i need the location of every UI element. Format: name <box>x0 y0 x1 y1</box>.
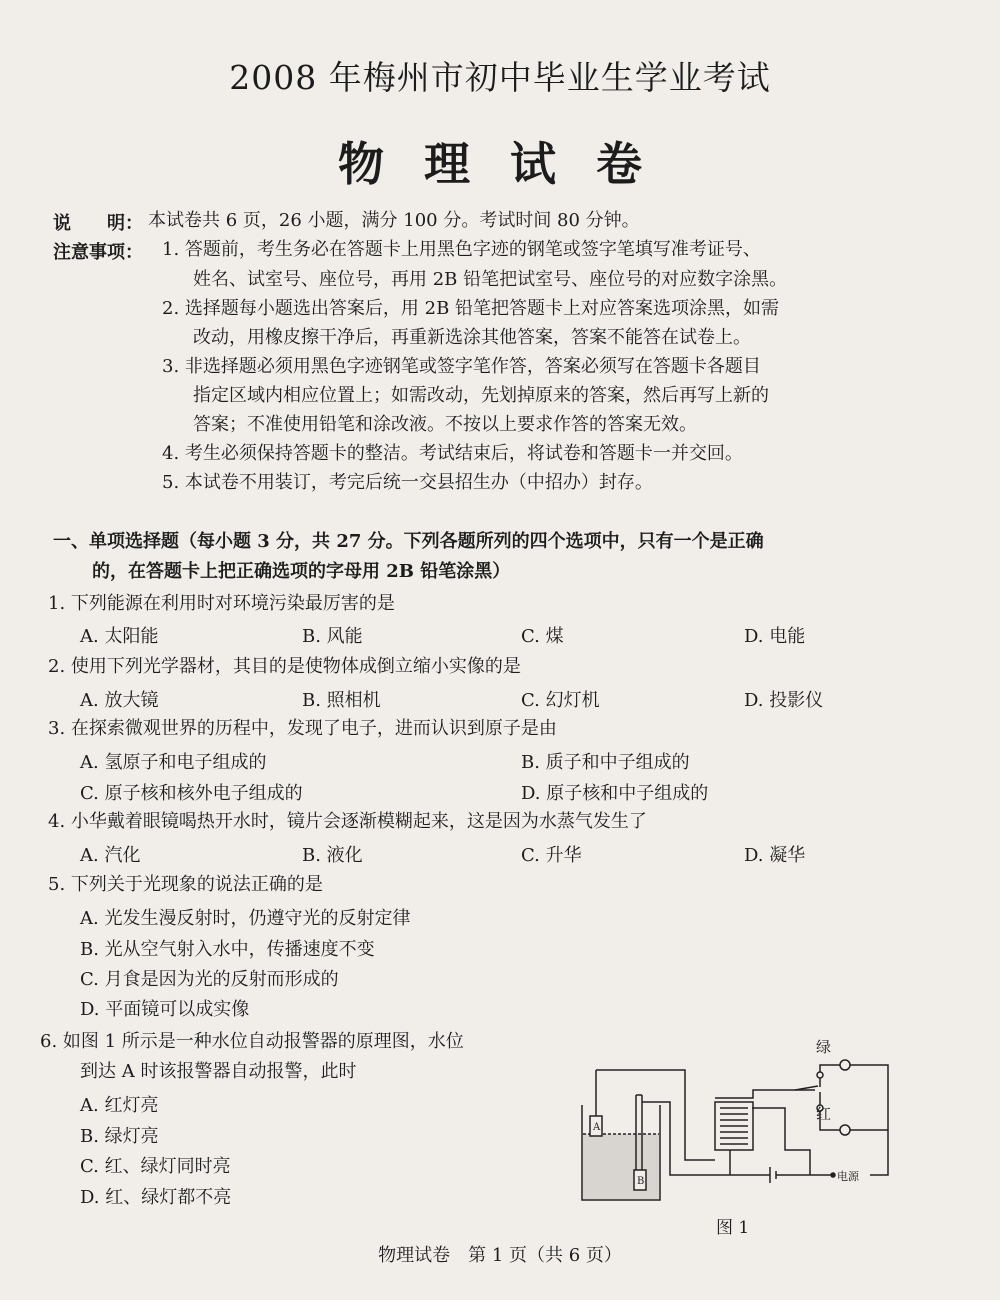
q1-option-b: B. 风能 <box>302 626 363 647</box>
question-5-stem: 5. 下列关于光现象的说法正确的是 <box>48 874 323 895</box>
q1-option-c: C. 煤 <box>521 626 564 647</box>
q4-option-c: C. 升华 <box>521 845 582 866</box>
figure-label-green: 绿 <box>816 1038 832 1056</box>
q5-option-a: A. 光发生漫反射时，仍遵守光的反射定律 <box>80 908 411 929</box>
question-2-stem: 2. 使用下列光学器材，其目的是使物体成倒立缩小实像的是 <box>48 656 521 677</box>
figure-label-red: 红 <box>816 1105 832 1123</box>
question-1-stem: 1. 下列能源在利用时对环境污染最厉害的是 <box>48 593 395 614</box>
question-4-stem: 4. 小华戴着眼镜喝热开水时，镜片会逐渐模糊起来，这是因为水蒸气发生了 <box>48 811 647 832</box>
note-line: 4. 考生必须保持答题卡的整洁。考试结束后，将试卷和答题卡一并交回。 <box>162 443 743 464</box>
note-line: 指定区域内相应位置上；如需改动，先划掉原来的答案，然后再写上新的 <box>193 385 769 406</box>
q5-option-d: D. 平面镜可以成实像 <box>80 999 250 1020</box>
q3-option-d: D. 原子核和中子组成的 <box>521 783 709 804</box>
q2-option-b: B. 照相机 <box>302 690 381 711</box>
q1-option-d: D. 电能 <box>744 626 806 647</box>
note-line: 3. 非选择题必须用黑色字迹钢笔或签字笔作答，答案必须写在答题卡各题目 <box>162 356 761 377</box>
q2-option-a: A. 放大镜 <box>80 690 159 711</box>
exam-subject: 物理试卷 <box>338 137 682 191</box>
figure-label-b: B <box>637 1176 645 1187</box>
note-line: 答案；不准使用铅笔和涂改液。不按以上要求作答的答案无效。 <box>193 414 697 435</box>
q2-option-c: C. 幻灯机 <box>521 690 600 711</box>
figure-label-a: A <box>593 1122 601 1133</box>
q4-option-b: B. 液化 <box>302 845 363 866</box>
q4-option-d: D. 凝华 <box>744 845 806 866</box>
section-heading-cont: 的，在答题卡上把正确选项的字母用 2B 铅笔涂黑） <box>92 561 511 582</box>
note-line: 姓名、试室号、座位号，再用 2B 铅笔把试室号、座位号的对应数字涂黑。 <box>193 269 788 290</box>
note-line: 1. 答题前，考生务必在答题卡上用黑色字迹的钢笔或签字笔填写准考证号、 <box>162 239 761 260</box>
question-6-stem: 6. 如图 1 所示是一种水位自动报警器的原理图，水位 <box>40 1031 464 1052</box>
q5-option-c: C. 月食是因为光的反射而形成的 <box>80 969 339 990</box>
q4-option-a: A. 汽化 <box>80 845 141 866</box>
intro-label: 说 明： <box>53 213 143 234</box>
q3-option-b: B. 质子和中子组成的 <box>521 752 690 773</box>
note-line: 5. 本试卷不用装订，考完后统一交县招生办（中招办）封存。 <box>162 472 653 493</box>
section-heading: 一、单项选择题（每小题 3 分，共 27 分。下列各题所列的四个选项中，只有一个是正确 <box>53 531 764 552</box>
page-footer: 物理试卷 第 1 页（共 6 页） <box>378 1245 622 1266</box>
q6-option-c: C. 红、绿灯同时亮 <box>80 1156 231 1177</box>
question-6-stem-cont: 到达 A 时该报警器自动报警，此时 <box>80 1061 357 1082</box>
note-line: 2. 选择题每小题选出答案后，用 2B 铅笔把答题卡上对应答案选项涂黑，如需 <box>162 298 780 319</box>
q3-option-c: C. 原子核和核外电子组成的 <box>80 783 303 804</box>
exam-title: 2008 年梅州市初中毕业生学业考试 <box>229 58 771 97</box>
intro-text: 本试卷共 6 页，26 小题，满分 100 分。考试时间 80 分钟。 <box>148 210 640 231</box>
q5-option-b: B. 光从空气射入水中，传播速度不变 <box>80 939 375 960</box>
figure-1-caption: 图 1 <box>716 1218 750 1238</box>
q3-option-a: A. 氢原子和电子组成的 <box>80 752 267 773</box>
notes-label: 注意事项： <box>53 242 143 263</box>
q6-option-b: B. 绿灯亮 <box>80 1126 159 1147</box>
figure-1-circuit-diagram <box>570 1030 900 1215</box>
figure-label-power: 电源 <box>837 1170 859 1183</box>
note-line: 改动，用橡皮擦干净后，再重新选涂其他答案，答案不能答在试卷上。 <box>193 327 751 348</box>
q1-option-a: A. 太阳能 <box>80 626 159 647</box>
q6-option-d: D. 红、绿灯都不亮 <box>80 1187 232 1208</box>
q2-option-d: D. 投影仪 <box>744 690 824 711</box>
question-3-stem: 3. 在探索微观世界的历程中，发现了电子，进而认识到原子是由 <box>48 718 557 739</box>
q6-option-a: A. 红灯亮 <box>80 1095 159 1116</box>
